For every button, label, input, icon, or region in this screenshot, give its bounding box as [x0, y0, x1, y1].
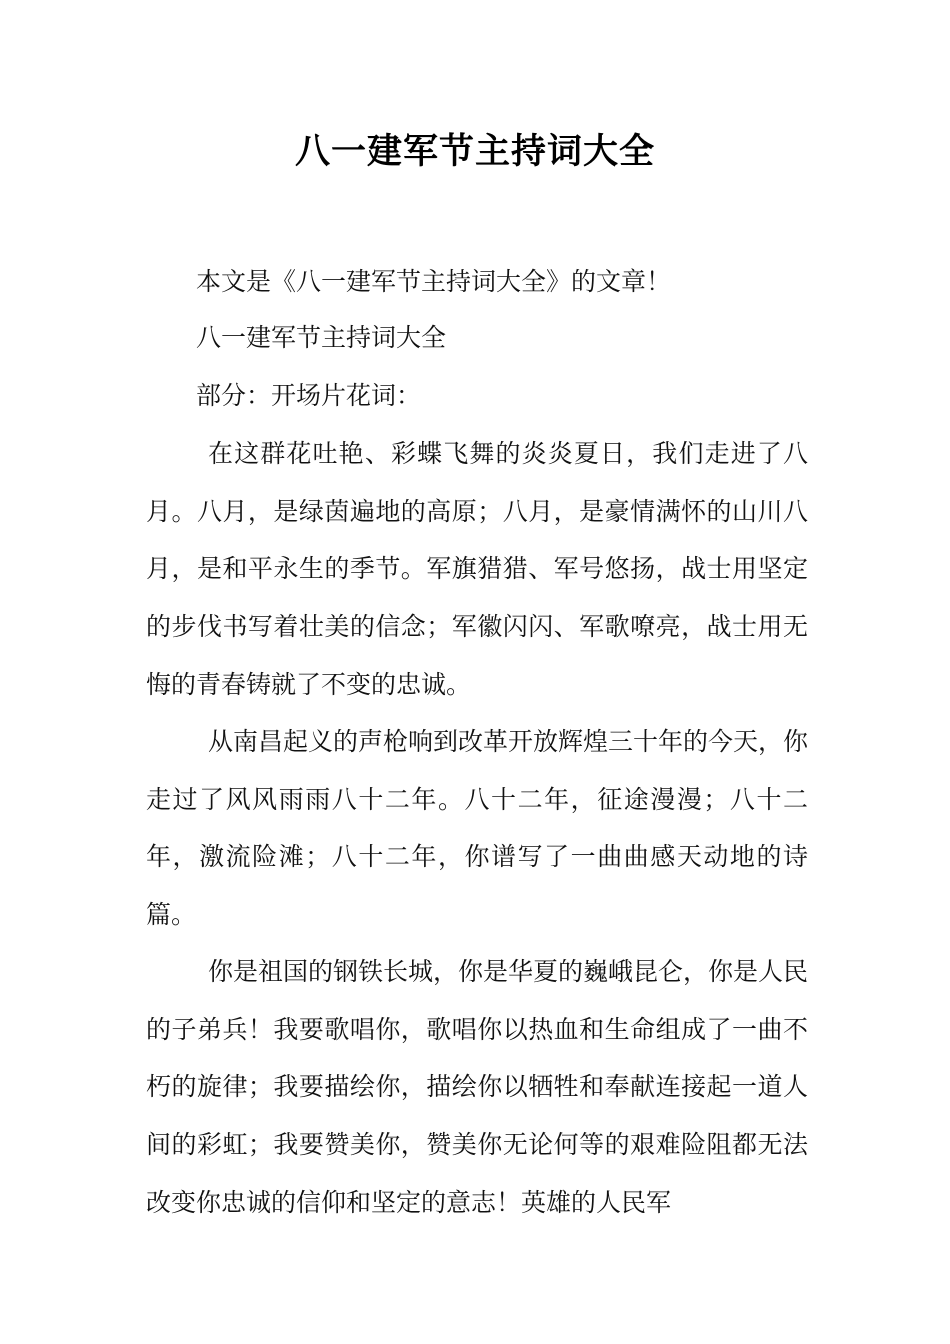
paragraph-1: 在这群花吐艳、彩蝶飞舞的炎炎夏日，我们走进了八月。八月，是绿茵遍地的高原；八月，是豪情满怀的山川八月，是和平永生的季节。军旗猎猎、军号悠扬，战士用坚定的步伐书写着壮美的信念；军徽闪闪、军歌嘹亮，战士用无悔的青春铸就了不变的忠诚。: [146, 439, 808, 699]
intro-line: 本文是《八一建军节主持词大全》的文章！: [196, 267, 672, 296]
paragraph-3: 你是祖国的钢铁长城，你是华夏的巍峨昆仑，你是人民的子弟兵！我要歌唱你，歌唱你以热血和生命组成了一曲不朽的旋律；我要描绘你，描绘你以牺牲和奉献连接起一道人间的彩虹；我要赞美你，赞美你无论何等的艰难险阻都无法改变你忠诚的信仰和坚定的意志！英雄的人民军: [146, 957, 809, 1217]
section-label: 部分：开场片花词：: [196, 381, 422, 410]
document-title: 八一建军节主持词大全: [294, 132, 655, 172]
subtitle-line: 八一建军节主持词大全: [196, 323, 447, 352]
paragraph-2: 从南昌起义的声枪响到改革开放辉煌三十年的今天，你走过了风风雨雨八十二年。八十二年，征途漫漫；八十二年，激流险滩；八十二年，你谱写了一曲曲感天动地的诗篇。: [146, 727, 809, 930]
